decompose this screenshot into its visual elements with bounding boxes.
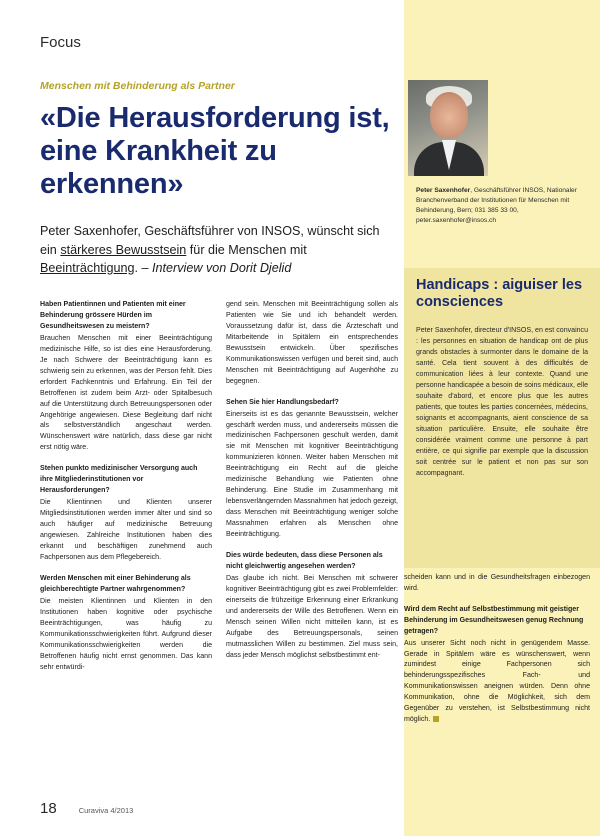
answer: Einerseits ist es das genannte Bewusstsein, welcher geschärft werden muss, und andererseits müssen die medizinischen Fachpersonen geschult werden, damit sie mit Menschen mit kognitiver Beeinträchtigung kommunizieren können. Weiter haben Menschen mit Beeinträchtigung ein Recht auf die gleiche medizinische Behandlung wie Patienten ohne Behinderung. Eine Studie im Zusammenhang mit lebensverlängernden Massnahmen hat jedoch gezeigt, dass Menschen mit Beeinträchtigung weniger solche Massnahmen erfahren als Menschen ohne Beeinträchtigung.	[226, 410, 398, 539]
article-header	[40, 80, 398, 277]
question: Werden Menschen mit einer Behinderung als gleichberechtigte Partner wahrgenommen?	[40, 574, 191, 593]
question: Wird dem Recht auf Selbstbestimmung mit geistiger Behinderung im Gesundheitswesen genug Rechnung getragen?	[404, 605, 584, 635]
photo-caption	[416, 186, 594, 226]
lead-text-1: Peter Saxenhofer, Geschäftsführer von INSOS, wünscht sich ein	[40, 224, 380, 257]
page-footer	[40, 800, 133, 817]
column-1	[40, 300, 212, 684]
qa-block	[404, 605, 590, 726]
caption-text: , Geschäftsführer INSOS, Nationaler Branchenverband der Institutionen für Menschen mit Behinderung, Bern; 031 385 33 00, peter.saxenhofer@insos.ch	[416, 187, 577, 224]
qa-block	[404, 573, 590, 595]
answer: gend sein. Menschen mit Beeinträchtigung sollen als Patienten wie Sie und ich behandelt werden. Voraussetzung dafür ist, dass die Ärzteschaft und Mitarbeitende in Spitälern ein entsprechendes Bewusstsein entwickeln. Über spezifisches Kommunikationswissen verfügen und bereit sind, auch Menschen mit Beeinträchtigung auf Augenhöhe zu begegnen.	[226, 301, 398, 385]
answer: Aus unserer Sicht noch nicht in genügendem Masse. Gerade in Spitälern wäre es wünschenswert, wenn zumindest einige Fachpersonen sich behinderungsspezifisches Fach- und Kommunikationswissen aneignen würden. Denn ohne Kommunikation, ohne die Möglichkeit, sich dem Gegenüber zu verstehen, ist Selbstbestimmung nicht möglich.	[404, 639, 590, 724]
lead-credit: Interview von Dorit Djelid	[152, 260, 292, 275]
qa-block	[226, 300, 398, 388]
qa-block	[226, 398, 398, 541]
question: Sehen Sie hier Handlungsbedarf?	[226, 398, 339, 406]
page-number: 18	[40, 800, 57, 817]
answer: Das glaube ich nicht. Bei Menschen mit schwerer kognitiver Beeinträchtigung gibt es zwei Problemfelder: einerseits die frühzeitige Erkennung einer Erkrankung und andererseits der Wille des Betroffenen. Wenn ein Mensch seinen Willen nicht mitteilen kann, ist es Aufgabe des Betreuungspersonals, seinen mutmasslichen Willen zu bestimmen. Ziel muss sein, dass jeder Mensch möglichst selbstbestimmt ent-	[226, 574, 398, 659]
summary-text: Peter Saxenhofer, directeur d'INSOS, en est convaincu : les personnes en situation de handicap ont de plus grands obstacles à surmonter dans le domaine de la santé. Cela tient souvent à des difficultés de communication liées à leur contexte. Quand une personne handicapée a besoin de soins médicaux, elle souhaite d'abord, et encore plus que les autres patients, que toutes les parties concernées, médecins, soignants et accompagnants, aient conscience de sa situation particulière. Ensuite, elle souhaite être considérée vraiment comme une personne à part entière, ce qui signifie par exemple que la discussion soit centrée sur le patient et non pas sur son accompagnant.	[416, 327, 588, 477]
headline: «Die Herausforderung ist, eine Krankheit zu erkennen»	[40, 102, 390, 200]
lead-paragraph	[40, 222, 398, 277]
answer: Die meisten Klientinnen und Klienten in den Institutionen haben kognitive oder psychische Beeinträchtigungen, was häufig zu Kommunikationsschwierigkeiten führt. Aufgrund dieser Kommunikationsschwierigkeiten werden die Betroffenen häufig nicht ernst genommen. Das kann sehr entwürdi-	[40, 597, 212, 671]
qa-block	[226, 551, 398, 662]
kicker: Menschen mit Behinderung als Partner	[40, 80, 235, 92]
lead-underlined-2: Beeinträchtigung	[40, 260, 135, 275]
answer-final	[404, 639, 590, 726]
answer: Die Klientinnen und Klienten unserer Mitgliedsinstitutionen werden immer älter und sind so auch häufiger auf medizinische Betreuung angewiesen. Zahlreiche Institutionen haben dies erkannt und beschäftigen zunehmend auch Fachpersonen aus dem Pflegebereich.	[40, 499, 212, 561]
qa-block	[40, 300, 212, 454]
caption-name: Peter Saxenhofer	[416, 187, 471, 194]
lead-text-2: für die Menschen mit	[186, 242, 307, 257]
question: Haben Patientinnen und Patienten mit einer Behinderung grössere Hürden im Gesundheitswesen zu meistern?	[40, 301, 186, 330]
end-mark-icon	[433, 716, 439, 722]
article-body	[40, 300, 398, 684]
qa-block	[40, 574, 212, 674]
answer: scheiden kann und in die Gesundheitsfragen einbezogen wird.	[404, 574, 590, 592]
portrait-face	[430, 92, 468, 138]
summary-heading: Handicaps : aiguiser les consciences	[416, 277, 583, 311]
magazine-name: Curaviva 4/2013	[78, 806, 134, 815]
portrait-photo	[408, 80, 488, 176]
qa-block	[40, 464, 212, 564]
answer: Brauchen Menschen mit einer Beeinträchtigung medizinische Hilfe, so ist dies eine Herausforderung. Je nach Schwere der Beeinträchtigung kann es schwierig sein zu erkennen, was der Person fehlt. Dies erfordert Fachkenntnis und Erfahrung. Ein Teil der Betroffenen ist zudem beim Arzt- oder Spitalbesuch auf die Unterstützung durch Betreuungspersonen oder Angehörige angewiesen. Diese Begleitung darf nicht als selbstverständlich angeschaut werden. Wünschenswert wäre natürlich, dass diese gar nicht erst nötig wäre.	[40, 334, 212, 452]
column-2	[226, 300, 398, 684]
column-3	[404, 573, 590, 736]
question: Stehen punkto medizinischer Versorgung auch ihre Mitgliederinstitutionen vor Herausforderungen?	[40, 465, 198, 495]
lead-underlined-1: stärkeres Bewusstsein	[60, 242, 187, 257]
question: Dies würde bedeuten, dass diese Personen als nicht gleichwertig angesehen werden?	[226, 552, 383, 570]
section-label: Focus	[40, 34, 81, 51]
lead-text-3: . –	[134, 260, 153, 275]
